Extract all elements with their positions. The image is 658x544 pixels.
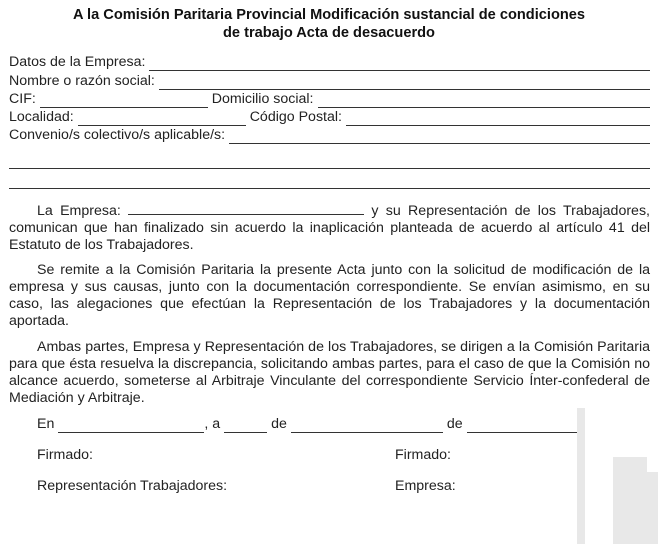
blank-line-1[interactable] bbox=[9, 168, 650, 169]
input-datos-empresa[interactable] bbox=[149, 57, 650, 71]
p1-label: La Empresa: bbox=[37, 203, 121, 219]
input-domicilio[interactable] bbox=[318, 94, 651, 108]
firmado-empresa: Firmado: bbox=[395, 447, 451, 463]
date-line bbox=[37, 416, 577, 433]
input-dia[interactable] bbox=[224, 419, 267, 433]
label-empresa: Empresa: bbox=[395, 478, 456, 494]
field-nombre bbox=[9, 73, 650, 90]
input-empresa-nombre[interactable] bbox=[128, 202, 364, 215]
label-datos-empresa: Datos de la Empresa: bbox=[9, 54, 146, 70]
input-anio[interactable] bbox=[467, 419, 577, 433]
label-en: En bbox=[37, 416, 55, 432]
input-cif[interactable] bbox=[40, 94, 208, 108]
label-representacion-trabajadores: Representación Trabajadores: bbox=[37, 478, 228, 494]
input-mes[interactable] bbox=[291, 419, 443, 433]
title-line-2: de trabajo Acta de desacuerdo bbox=[223, 25, 435, 41]
input-lugar[interactable] bbox=[58, 419, 204, 433]
paragraph-3: Ambas partes, Empresa y Representación de los Trabajadores, se dirigen a la Comisión Paritaria para que ésta resuelva la discrepancia, solicitando ambas partes, para el caso de que la Comisión no alcance acuerdo, someterse al Arbitraje Vinculante del correspondiente Servicio Ínter-confederal de Mediación y Arbitraje. bbox=[9, 339, 650, 406]
label-localidad: Localidad: bbox=[9, 109, 74, 125]
watermark-bar bbox=[577, 408, 585, 544]
field-localidad-cp bbox=[9, 109, 650, 126]
input-localidad[interactable] bbox=[78, 112, 246, 126]
firmado-trabajadores: Firmado: bbox=[37, 447, 93, 463]
paragraph-2: Se remite a la Comisión Paritaria la presente Acta junto con la solicitud de modificación de la empresa y sus causas, junto con la documentación correspondiente. Se envían asimismo, en su caso, las alegaciones que efectúan la Representación de los Trabajadores y la documentación aportada. bbox=[9, 262, 650, 329]
label-cif: CIF: bbox=[9, 91, 36, 107]
p1-text: y su Representación de los Trabajadores, comunican que han finalizado sin acuerdo la inaplicación planteada de acuerdo al artículo 41 del Estatuto de los Trabajadores. bbox=[9, 203, 650, 253]
label-domicilio: Domicilio social: bbox=[211, 91, 314, 107]
input-nombre[interactable] bbox=[159, 76, 650, 90]
input-codigo-postal[interactable] bbox=[346, 112, 650, 126]
label-convenio: Convenio/s colectivo/s aplicable/s: bbox=[9, 127, 226, 143]
title-line-1: A la Comisión Paritaria Provincial Modificación sustancial de condiciones bbox=[73, 7, 585, 23]
input-convenio[interactable] bbox=[229, 130, 650, 144]
label-nombre: Nombre o razón social: bbox=[9, 73, 155, 89]
label-a: , a bbox=[204, 416, 221, 432]
document-title bbox=[0, 6, 658, 42]
field-convenio bbox=[9, 127, 650, 144]
blank-line-2[interactable] bbox=[9, 188, 650, 189]
field-cif-domicilio bbox=[9, 91, 650, 108]
label-codigo-postal: Código Postal: bbox=[249, 109, 342, 125]
field-datos-empresa bbox=[9, 54, 650, 71]
paragraph-1 bbox=[9, 202, 650, 254]
label-de-2: de bbox=[446, 416, 463, 432]
label-de-1: de bbox=[271, 416, 287, 432]
watermark-notch bbox=[647, 457, 658, 472]
